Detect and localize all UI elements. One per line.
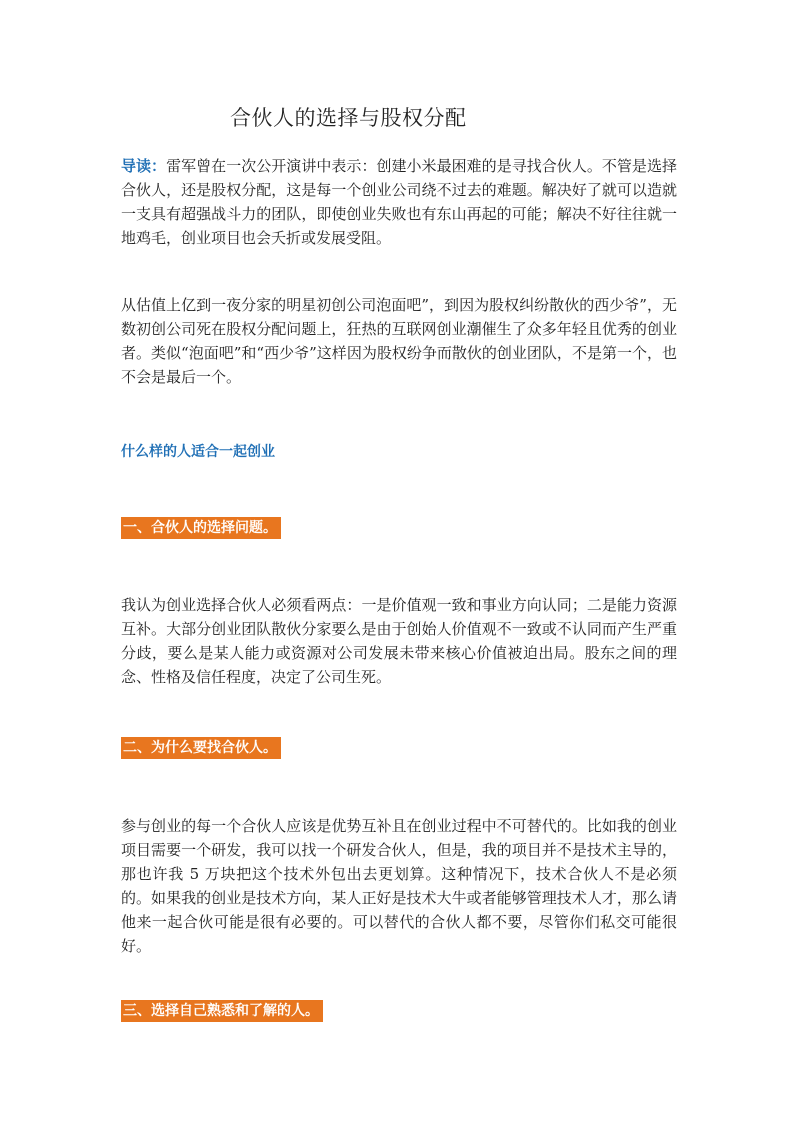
highlight-heading-3: 三、选择自己熟悉和了解的人。 — [121, 1000, 323, 1022]
paragraph-intro: 从估值上亿到一夜分家的明星初创公司泡面吧”，到因为股权纠纷散伙的西少爷”，无数初创公司死在股权分配问题上，狂热的互联网创业潮催生了众多年轻且优秀的创业者。类似“泡面吧”和“西少爷”这样因为股权纷争而散伙的创业团队，不是第一个，也不会是最后一个。 — [121, 296, 677, 386]
highlight-heading-1: 一、合伙人的选择问题。 — [121, 517, 281, 539]
section-heading: 什么样的人适合一起创业 — [121, 444, 275, 460]
lead-label: 导读： — [121, 157, 167, 175]
paragraph-why-partners: 参与创业的每一个合伙人应该是优势互补且在创业过程中不可替代的。比如我的创业项目需要一个研发，我可以找一个研发合伙人，但是，我的项目并不是技术主导的，那也许我 5 万块把这个技术外包出去更划算。这种情况下，技术合伙人不是必须的。如果我的创业是技术方向，某人正好是技术大牛或者能够管理技术人才，那么请他来一起合伙可能是很有必要的。可以替代的合伙人都不要，尽管你们私交可能很好。 — [121, 817, 677, 955]
document-title: 合伙人的选择与股权分配 — [230, 106, 467, 130]
lead-text: 雷军曾在一次公开演讲中表示：创建小米最困难的是寻找合伙人。不管是选择合伙人，还是股权分配，这是每一个创业公司绕不过去的难题。解决好了就可以造就一支具有超强战斗力的团队，即使创业失败也有东山再起的可能；解决不好往往就一地鸡毛，创业项目也会夭折或发展受阻。 — [121, 157, 677, 247]
paragraph-partner-selection: 我认为创业选择合伙人必须看两点：一是价值观一致和事业方向认同；二是能力资源互补。大部分创业团队散伙分家要么是由于创始人价值观不一致或不认同而产生严重分歧，要么是某人能力或资源对公司发展未带来核心价值被迫出局。股东之间的理念、性格及信任程度，决定了公司生死。 — [121, 596, 677, 686]
highlight-heading-2: 二、为什么要找合伙人。 — [121, 737, 281, 759]
lead-paragraph — [121, 154, 677, 250]
